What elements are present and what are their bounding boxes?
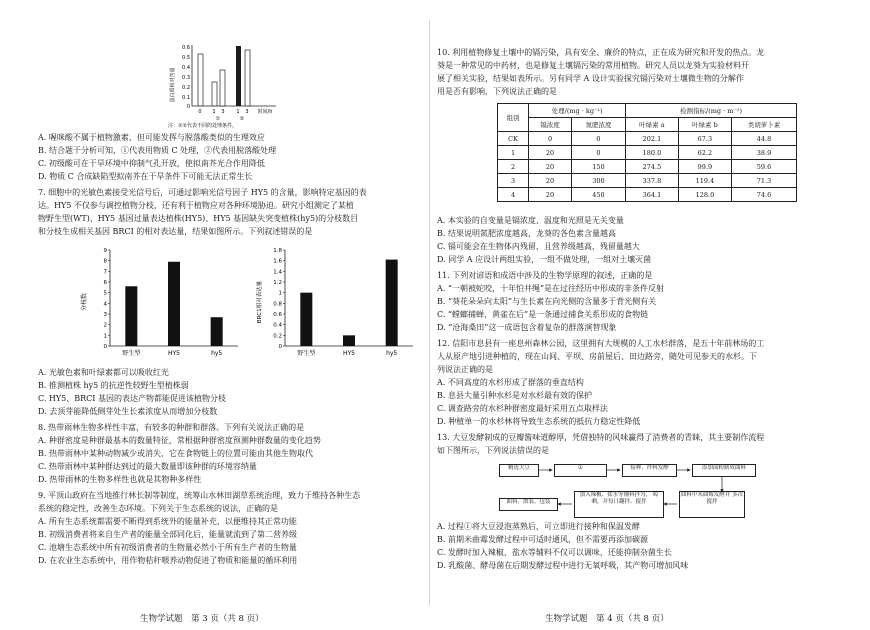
table-subheader: 氮肥浓度 — [571, 118, 625, 132]
brc1-expression-chart — [253, 242, 423, 362]
chart2-ytick: 0 — [278, 344, 282, 350]
right-page-footer: 生物学试题 第 4 页（共 8 页） — [545, 614, 669, 624]
chart1-bar — [168, 262, 180, 346]
table-subheader: 镉浓度 — [529, 118, 572, 132]
table-cell: CK — [498, 132, 529, 146]
top-chart-ylabel: 蛋白质相对含量 — [170, 67, 176, 103]
chart2-bar — [386, 260, 398, 346]
q12-stem: 人从原产地引进种植的，现在山间、平坝、房前屋后、田边路旁，随处可见参天的水杉。下 — [437, 352, 757, 361]
table-cell: 300 — [571, 174, 625, 188]
table-cell: 0 — [571, 146, 625, 160]
table-row — [498, 188, 797, 202]
table-header-index: 检测指标/(mg · m⁻²) — [626, 104, 797, 118]
q8-option-d: D. 热带雨林的生物多样性也就是其物种多样性 — [38, 475, 202, 484]
flow-box-package: 曲料、散装、包装 — [499, 498, 558, 511]
q11-stem: 11. 下列对谚语和成语中涉及的生物学原理的叙述，正确的是 — [437, 271, 653, 280]
table-cell: 20 — [529, 146, 572, 160]
q13-stem: 13. 大豆发酵制成的豆瓣酱味道醇厚，凭借独特的风味赢得了消费者的青睐，其主要制作流程 — [437, 433, 765, 442]
top-bar — [198, 54, 203, 106]
chart1-ytick: 2 — [103, 322, 107, 329]
data-table — [497, 103, 797, 202]
top-xtick: 3 — [221, 109, 225, 115]
chart2-ytick: 1 — [278, 290, 282, 297]
table-cell: 202.1 — [626, 132, 679, 146]
top-ytick: 0.6 — [182, 45, 190, 51]
q7-option-d: D. 去顶芽能降低侧芽处生长素浓度从而增加分枝数 — [38, 407, 218, 416]
top-bar — [236, 46, 241, 106]
table-subheader: 叶绿素 a — [626, 118, 679, 132]
q7-stem: 达。HY5 不仅参与调控植物分枝，还有利于植物应对各种环境胁迫。研究小组测定了某植 — [38, 201, 354, 210]
flow-box-koji-ferment: 曲料中米曲霉发酵并 多次搅拌 — [679, 491, 745, 518]
q7-stem: 和分枝生成相关基因 BRCI 的相对表达量，结果如图所示。下列叙述错误的是 — [38, 227, 313, 236]
chart2-ylabel: BRC1相对表达量 — [257, 280, 263, 324]
chart1-ytick: 4 — [103, 301, 107, 308]
q9-option-d: D. 在农业生态系统中，用作物秸秆喂养动物促进了物质和能量的循环利用 — [38, 556, 298, 565]
chart2-bar — [343, 335, 355, 346]
top-xtick: 3 — [245, 109, 249, 115]
q9-option-c: C. 池塘生态系统中所有初级消费者的生物量必然小于所有生产者的生物量 — [38, 543, 297, 552]
table-header-group: 组别 — [498, 104, 529, 132]
q10-option-c: C. 镉可能会在生物体内残留，且营养级越高，残留量越大 — [437, 242, 640, 251]
top-bar — [220, 70, 225, 106]
table-subheader: 叶绿素 b — [678, 118, 731, 132]
table-cell: 0 — [571, 132, 625, 146]
q13-option-c: C. 发酵时加入辣椒、盐水等辅料不仅可以调味，还能抑制杂菌生长 — [437, 548, 672, 557]
flow-box-inoculate: 接种、拌料发酵 — [622, 464, 677, 477]
table-cell: 20 — [529, 160, 572, 174]
chart2-ytick: 1.6 — [273, 258, 282, 265]
top-xtick: 1 — [236, 109, 240, 115]
chart2-ytick: 1.2 — [273, 280, 282, 286]
q10-stem: 葵是一种常见的中药材，也是修复土壤镉污染的常用植物。研究人员以龙葵为实验材料开 — [437, 61, 749, 70]
q12-stem: 列说法正确的是 — [437, 365, 493, 374]
q13-option-b: B. 前期米曲霉发酵过程中可适时通风，但不需要再添加碳源 — [437, 535, 648, 544]
table-cell: 364.1 — [626, 188, 679, 202]
q9-option-a: A. 所有生态系统都需要不断得到系统外的能量补充，以便维持其正常功能 — [38, 517, 297, 526]
top-xtick: 1 — [212, 109, 216, 115]
table-subheader: 类胡萝卜素 — [732, 118, 797, 132]
q7-option-a: A. 光敏色素和叶绿素都可以吸收红光 — [38, 368, 169, 377]
top-ytick: 0.3 — [182, 75, 190, 81]
q6-option-a: A. 喔咪酸不属于植物激素，但可能发挥与脱落酸类似的生理效应 — [38, 133, 265, 142]
top-ytick: 0.4 — [182, 65, 190, 71]
q6-option-c: C. 初级酸可在干旱环境中抑制气孔开放，使拟南芥光合作用降低 — [38, 159, 265, 168]
chart2-xtick: HY5 — [343, 350, 355, 357]
flow-box-select-soybean: 精选大豆 — [499, 464, 539, 477]
q10-option-b: B. 结果说明氮肥浓度越高，龙葵的各色素含量越高 — [437, 229, 616, 238]
chart1-ytick: 1 — [103, 333, 107, 340]
chart2-ytick: 0.8 — [273, 301, 282, 308]
q11-option-a: A. “一朝被蛇咬，十年怕井绳”是在过往经历中形成的非条件反射 — [437, 284, 665, 293]
table-header-treatment: 处理/(mg · kg⁻¹) — [529, 104, 626, 118]
top-bar-chart — [168, 40, 318, 128]
q9-stem: 系统的稳定性，改善生态环境。下列关于生态系统的说法，正确的是 — [38, 504, 278, 513]
q7-stem: 物野生型(WT)、HY5 基因过量表达植株(HY5)、HY5 基因缺失突变植株(hy5)的分枝数目 — [38, 214, 359, 223]
chart1-ytick: 0 — [103, 344, 107, 350]
table-cell: 74.6 — [732, 188, 797, 202]
q13-option-a: A. 过程①将大豆浸泡蒸熟后，可立即进行接种和保温发酵 — [437, 522, 640, 531]
table-cell: 44.8 — [732, 132, 797, 146]
top-ytick: 0 — [186, 104, 190, 110]
q12-stem: 12. 信阳市息县有一座息州森林公园，这里拥有大规模的人工水杉群落，是五十年前林场的工 — [437, 339, 765, 348]
table-cell: 1 — [498, 146, 529, 160]
q6-option-d: D. 物质 C 合成缺陷型拟南芥在干旱条件下可能无法正常生长 — [38, 172, 253, 181]
flow-box-add-flour: 添加面粉制成曲料 — [692, 464, 756, 477]
q11-option-b: B. “葵花朵朵向太阳”与生长素在向光侧的含量多于背光侧有关 — [437, 297, 657, 306]
chart2-xtick: hy5 — [386, 350, 398, 357]
flow-box-step-1: ① — [554, 464, 607, 477]
top-bar — [212, 82, 217, 106]
q7-stem: 7. 细胞中的光敏色素接受光信号后，可通过影响光信号因子 HY5 的含量，影响特定基因的表 — [38, 188, 367, 197]
q11-option-d: D. “沧海桑田”这一成语包含着复杂的群落演替现象 — [437, 323, 617, 332]
table-cell: 2 — [498, 160, 529, 174]
chart1-xtick: 野生型 — [122, 350, 141, 357]
table-cell: 99.9 — [678, 160, 731, 174]
q10-stem: 用是否有影响，下列说法正确的是 — [437, 87, 557, 96]
page-divider — [429, 20, 430, 605]
q11-option-c: C. “螳螂捕蝉，黄雀在后”是一条通过捕食关系形成的食物链 — [437, 310, 649, 319]
q10-option-a: A. 本实验的自变量是镉浓度、温度和光照是无关变量 — [437, 216, 624, 225]
chart1-ytick: 8 — [103, 258, 107, 265]
chart2-bar — [300, 293, 312, 346]
q13-option-d: D. 乳酸菌、酵母菌在后期发酵过程中进行无氧呼吸，其产物可增加风味 — [437, 561, 689, 570]
top-ytick: 0.1 — [182, 95, 190, 101]
flow-box-add-chili: 加入辣椒、盐水等辅料拌匀， 晾晒，并每日翻拌、搅拌 — [574, 491, 664, 518]
q8-option-c: C. 热带雨林中某种群达到过的最大数量即该种群的环境容纳量 — [38, 462, 257, 471]
top-ytick: 0.5 — [182, 55, 190, 61]
q8-stem: 8. 热带雨林生物多样性丰富，有较多的种群和群落。下列有关说法正确的是 — [38, 423, 305, 432]
table-cell: 67.3 — [678, 132, 731, 146]
table-cell: 274.5 — [626, 160, 679, 174]
table-cell: 180.0 — [626, 146, 679, 160]
chart2-ytick: 0.4 — [273, 322, 282, 329]
table-cell: 20 — [529, 174, 572, 188]
chart1-ylabel: 分枝数 — [81, 292, 88, 312]
table-cell: 62.2 — [678, 146, 731, 160]
chart1-ytick: 6 — [103, 280, 107, 286]
top-group-label: ① — [215, 116, 221, 122]
chart1-xtick: hy5 — [211, 350, 223, 357]
left-page-footer: 生物学试题 第 3 页（共 8 页） — [140, 614, 264, 624]
table-cell: 337.8 — [626, 174, 679, 188]
table-cell: 4 — [498, 188, 529, 202]
chart1-ytick: 5 — [103, 290, 107, 297]
branch-count-chart — [78, 242, 248, 362]
chart1-ytick: 9 — [103, 248, 107, 254]
chart2-ytick: 1.8 — [273, 248, 282, 254]
top-chart-caption: 注：①②代表不同的处理条件。 — [168, 123, 237, 128]
chart2-ytick: 0.2 — [273, 333, 282, 340]
table-cell: 20 — [529, 188, 572, 202]
table-cell: 59.6 — [732, 160, 797, 174]
q9-stem: 9. 平顶山政府在当地推行林长制等制度，统筹山水林田湖草系统治理，致力于维持各种生态 — [38, 491, 361, 500]
table-row — [498, 174, 797, 188]
table-row — [498, 160, 797, 174]
q8-option-a: A. 种群密度是种群最基本的数量特征，常根据种群密度预测种群数量的变化趋势 — [38, 436, 321, 445]
table-cell: 0 — [529, 132, 572, 146]
chart2-ytick: 0.6 — [273, 312, 282, 318]
table-cell: 128.0 — [678, 188, 731, 202]
table-cell: 3 — [498, 174, 529, 188]
q8-option-b: B. 热带雨林中某种动物减少或消失，它在食物链上的位置可能由其他生物取代 — [38, 449, 313, 458]
chart1-ytick: 7 — [103, 269, 107, 276]
table-cell: 38.9 — [732, 146, 797, 160]
table-cell: 150 — [571, 160, 625, 174]
top-bar — [245, 50, 250, 106]
q9-option-b: B. 初级消费者将来自生产者的能量全部同化后，能量就流到了第二营养级 — [38, 530, 297, 539]
q7-option-b: B. 推测植株 hy5 的抗逆性较野生型植株弱 — [38, 381, 189, 390]
top-ytick: 0.2 — [182, 85, 190, 91]
top-group-label: ② — [239, 116, 245, 122]
q7-option-c: C. HY5、BRCI 基因的表达产物都能促进该植物分枝 — [38, 394, 226, 403]
chart1-ytick: 3 — [103, 312, 107, 318]
table-cell: 71.3 — [732, 174, 797, 188]
table-row — [498, 132, 797, 146]
q12-option-a: A. 不同高度的水杉形成了群落的垂直结构 — [437, 378, 584, 387]
chart1-bar — [125, 286, 137, 346]
table-cell: 450 — [571, 188, 625, 202]
q10-option-d: D. 同学 A 应设计两组实验，一组不做处理，一组对土壤灭菌 — [437, 255, 652, 264]
q10-stem: 展了相关实验，结果如表所示。另有同学 A 设计实验探究镉污染对土壤微生物的分解作 — [437, 74, 744, 83]
table-cell: 119.4 — [678, 174, 731, 188]
chart1-xtick: HY5 — [168, 350, 180, 357]
q10-stem: 10. 利用植物修复土壤中的镉污染，具有安全、廉价的特点，正在成为研究和开发的热点。龙 — [437, 48, 765, 57]
q12-option-c: C. 调查路旁的水杉种群密度最好采用五点取样法 — [437, 404, 608, 413]
chart2-xtick: 野生型 — [297, 350, 316, 357]
q12-option-d: D. 种植单一的水杉林将导致生态系统的抵抗力稳定性降低 — [437, 417, 641, 426]
table-row — [498, 146, 797, 160]
q6-option-b: B. 结合题干分析可知，①代表用物质 C 处理，②代表用脱落酸处理 — [38, 146, 277, 155]
top-xtick: 0 — [198, 109, 202, 115]
q12-option-b: B. 息县大量引种水杉是对水杉最有效的保护 — [437, 391, 592, 400]
top-xtick: 时间/h — [257, 109, 273, 115]
chart1-bar — [211, 317, 223, 346]
q13-stem: 如下图所示，下列说法错误的是 — [437, 446, 549, 455]
chart2-ytick: 1.4 — [273, 269, 282, 276]
